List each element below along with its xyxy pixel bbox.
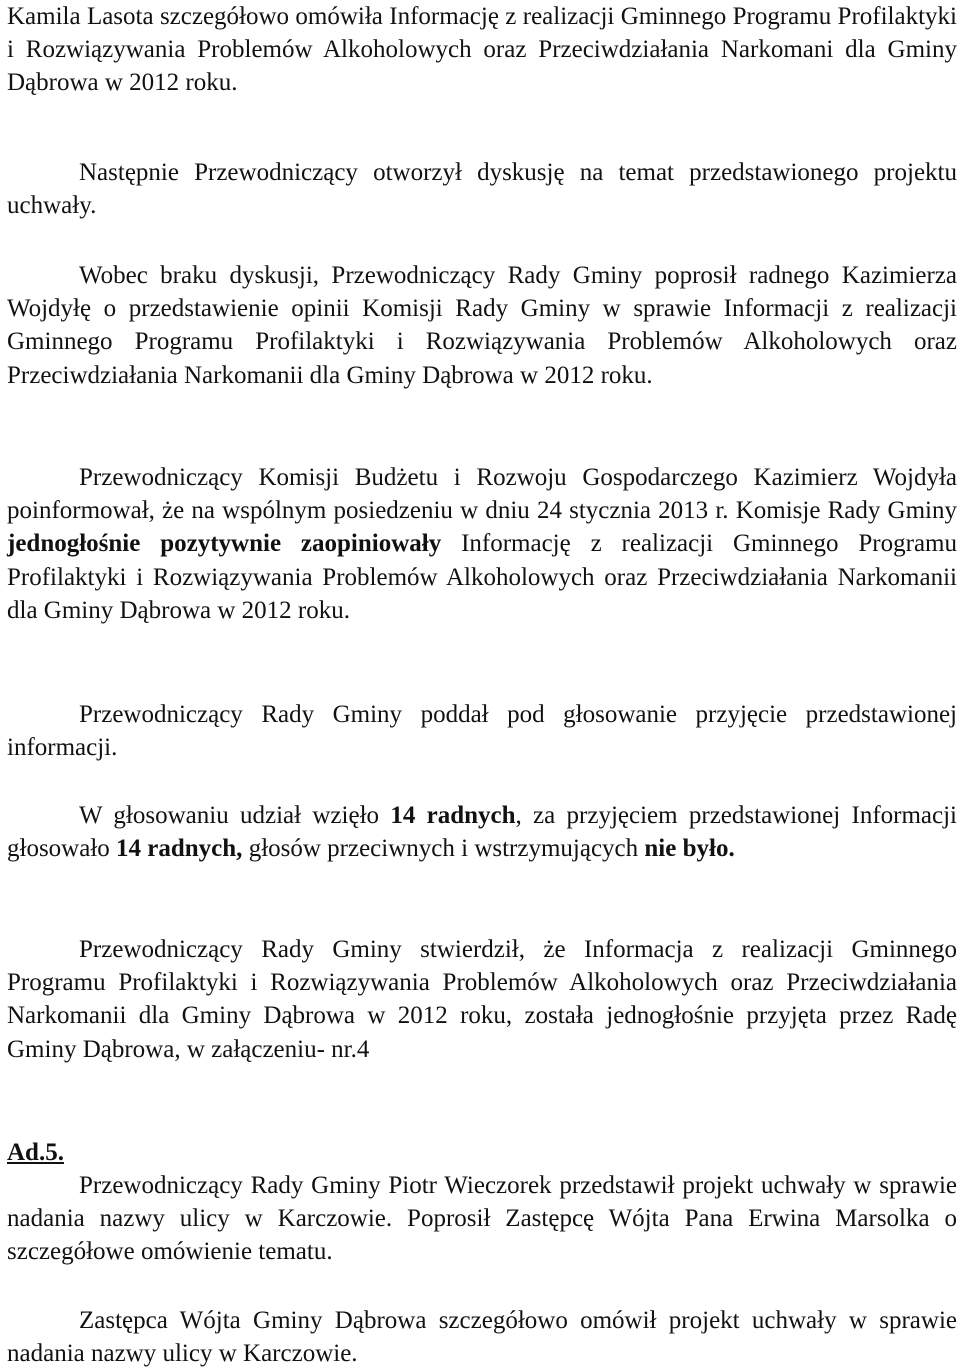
paragraph-discussion-opened <box>7 156 957 222</box>
paragraph-text: Przewodniczący Rady Gminy poddał pod głosowanie przyjęcie przedstawionej informacji. <box>7 701 957 762</box>
bold-text: 14 radnych, <box>116 835 243 863</box>
paragraph-vote-call <box>7 698 957 764</box>
paragraph-street-naming-project <box>7 1169 957 1269</box>
paragraph-text: Zastępca Wójta Gminy Dąbrowa szczegółowo omówił projekt uchwały w sprawie nadania nazwy ulicy w Karczowie. <box>7 1307 957 1368</box>
paragraph-text: W głosowaniu udział wzięło <box>79 802 391 829</box>
paragraph-lasota-report <box>7 0 957 100</box>
paragraph-text: Wobec braku dyskusji, Przewodniczący Rady Gminy poprosił radnego Kazimierza Wojdyłę o przedstawienie opinii Komisji Rady Gminy w sprawie Informacji z realizacji Gminnego Programu Profilaktyki i Rozwiązywania Problemów Alkoholowych oraz Przeciwdziałania Narkomanii dla Gminy Dąbrowa w 2012 roku. <box>7 262 957 389</box>
paragraph-text: , za przyjęciem przedstawionej Informacji głosowało <box>7 802 958 863</box>
paragraph-adoption-statement <box>7 933 957 1066</box>
paragraph-vote-result <box>7 799 957 865</box>
paragraph-text: Następnie Przewodniczący otworzył dyskusję na temat przedstawionego projektu uchwały. <box>7 159 957 220</box>
bold-text: nie było. <box>644 835 735 863</box>
paragraph-text: Kamila Lasota szczegółowo omówiła Informację z realizacji Gminnego Programu Profilaktyki i Rozwiązywania Problemów Alkoholowych oraz Przeciwdziałania Narkomani dla Gminy Dąbrowa w 2012 roku. <box>7 3 957 97</box>
paragraph-committee-opinion <box>7 461 957 627</box>
paragraph-deputy-discussion <box>7 1304 957 1370</box>
bold-text: jednogłośnie pozytywnie zaopiniowały <box>7 530 442 558</box>
paragraph-text: głosów przeciwnych i wstrzymujących <box>242 835 645 863</box>
section-heading-ad5: Ad.5. <box>7 1139 64 1166</box>
paragraph-text: Informację z realizacji Gminnego Programu Profilaktyki i Rozwiązywania Problemów Alkoholowych oraz Przeciwdziałania Narkomanii dla Gminy Dąbrowa w 2012 roku. <box>7 530 957 624</box>
bold-text: 14 radnych <box>390 802 516 829</box>
paragraph-opinion-request <box>7 259 957 392</box>
paragraph-text: Przewodniczący Komisji Budżetu i Rozwoju Gospodarczego Kazimierz Wojdyła poinformował, że na wspólnym posiedzeniu w dniu 24 stycznia 2013 r. Komisje Rady Gminy <box>7 464 957 525</box>
paragraph-text: Przewodniczący Rady Gminy stwierdził, że Informacja z realizacji Gminnego Programu Profilaktyki i Rozwiązywania Problemów Alkoholowych oraz Przeciwdziałania Narkomanii dla Gminy Dąbrowa w 2012 roku, została jednogłośnie przyjęta przez Radę Gminy Dąbrowa, w załączeniu- nr.4 <box>7 936 957 1063</box>
paragraph-text: Przewodniczący Rady Gminy Piotr Wieczorek przedstawił projekt uchwały w sprawie nadania nazwy ulicy w Karczowie. Poprosił Zastępcę Wójta Pana Erwina Marsolka o szczegółowe omówienie tematu. <box>7 1172 957 1266</box>
